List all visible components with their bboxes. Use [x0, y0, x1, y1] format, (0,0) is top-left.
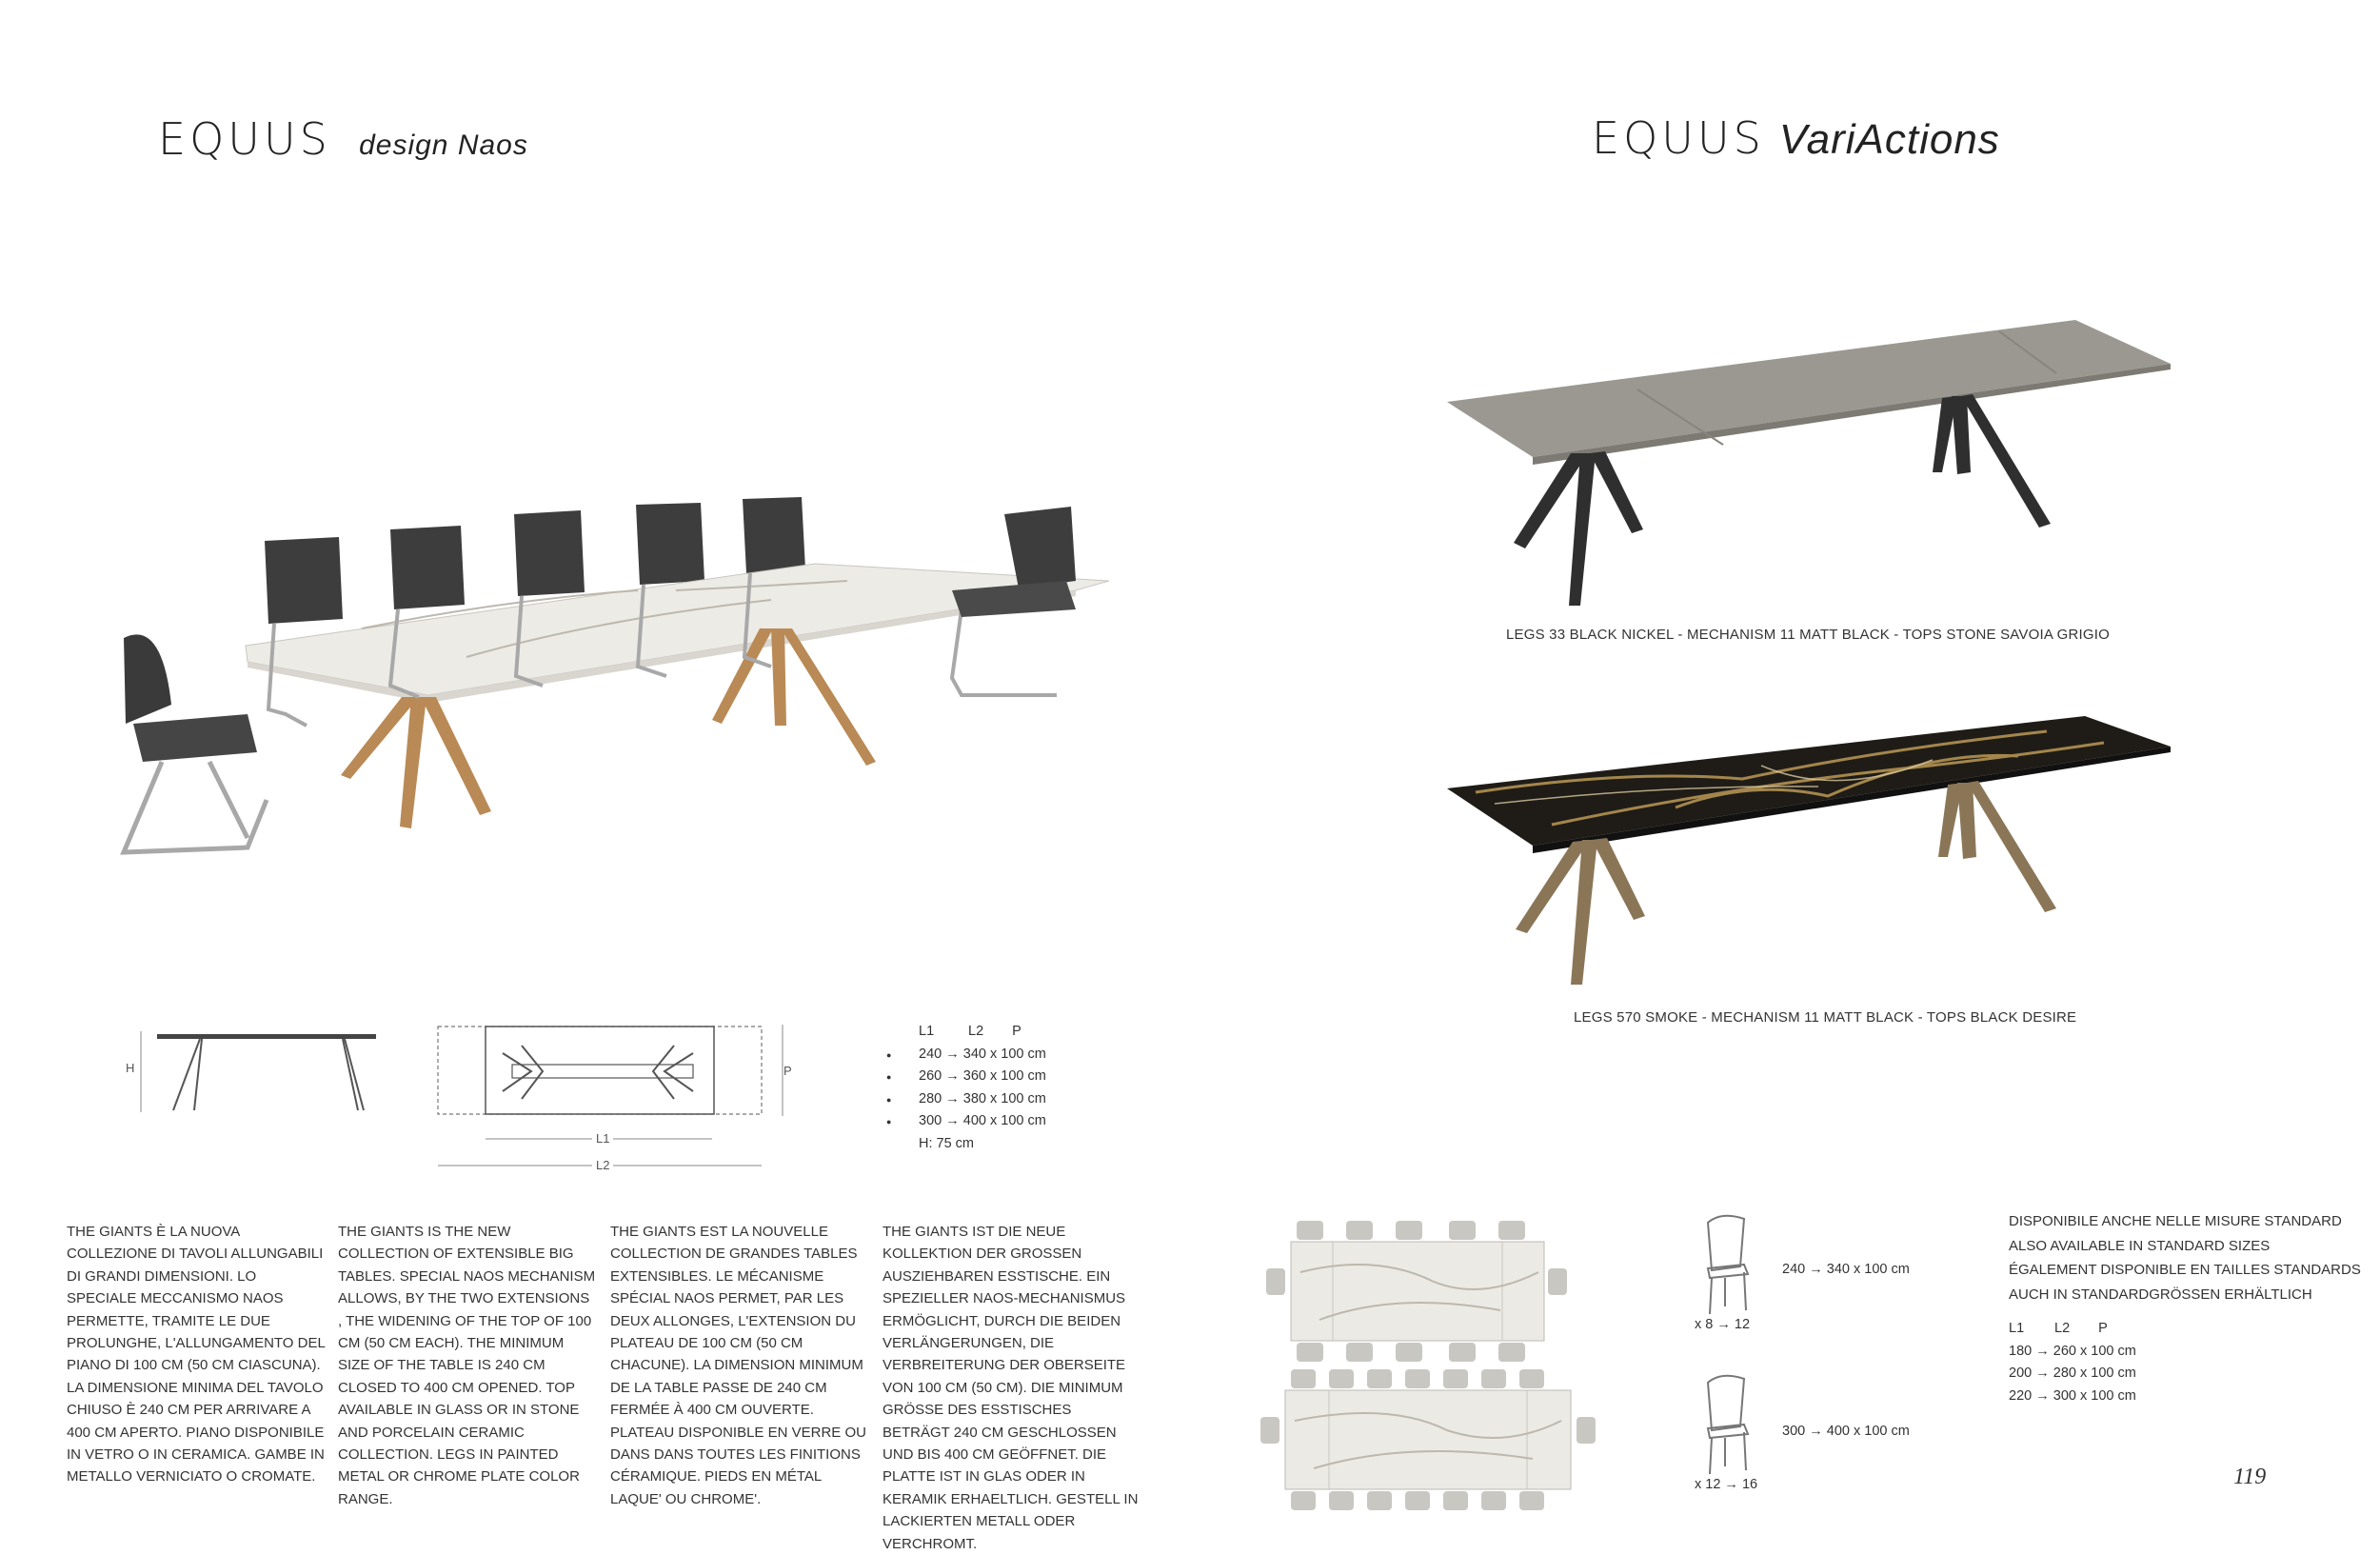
product-image-stone-table [1438, 314, 2180, 619]
description-italian: THE GIANTS È LA NUOVA COLLEZIONE DI TAVOLI ALLUNGABILI DI GRANDI DIMENSIONI. LO SPECIALE MECCANISMO NAOS PERMETTE, TRAMITE LE DUE PROLUNGHE, L'ALLUNGAMENTO DEL PIANO DI 100 CM (50 CM CIASCUNA). LA DIMENSIONE MINIMA DEL TAVOLO CHIUSO È 240 CM PER ARRIVARE A 400 CM APERTO. PIANO DISPONIBILE IN VETRO O IN CERAMICA. GAMBE IN METALLO VERNICIATO O CROMATE. [67, 1224, 326, 1485]
side-view-drawing [124, 1027, 390, 1122]
product-image-table-with-chairs [105, 476, 1133, 914]
product-image-black-marble-table [1438, 712, 2180, 998]
description-french: THE GIANTS EST LA NOUVELLE COLLECTION DE GRANDES TABLES EXTENSIBLES. LE MÉCANISME SPÉCIAL NAOS PERMET, PAR LES DEUX ALLONGES, L'EXTENSION DU PLATEAU DE 100 CM (50 CM CHACUNE). LA DIMENSION MINIMUM DE LA TABLE PASSE DE 240 CM FERMÉE À 400 CM OUVERTE. PLATEAU DISPONIBLE EN VERRE OU DANS DANS TOUTES LES FINITIONS CÉRAMIQUE. PIEDS EN MÉTAL LAQUE' OU CHROME'. [610, 1224, 866, 1507]
standard-header-l2: L2 [2054, 1321, 2071, 1336]
dim-label-l1: L1 [592, 1131, 613, 1146]
right-subtitle: VariActions [1778, 116, 2000, 163]
standard-header-p: P [2098, 1321, 2108, 1336]
dim-label-h: H [126, 1061, 135, 1075]
page-number: 119 [2233, 1465, 2267, 1489]
caption-black-marble-table: LEGS 570 SMOKE - MECHANISM 11 MATT BLACK - TOPS BLACK DESIRE [1574, 1009, 2077, 1026]
size-header-l2: L2 [968, 1024, 984, 1039]
right-title [1592, 112, 2000, 164]
size-header-p: P [1012, 1024, 1021, 1039]
chair-outline-icon [1693, 1211, 1759, 1316]
standard-sizes-info [2009, 1209, 2361, 1306]
seating-count-large: x 12 → 16 [1695, 1477, 1758, 1492]
size-table-height: H: 75 cm [919, 1135, 975, 1151]
standard-info-line: AUCH IN STANDARDGRÖSSEN ERHÄLTLICH [2009, 1286, 2312, 1303]
description-german: THE GIANTS IST DIE NEUE KOLLEKTION DER GROSSEN AUSZIEHBAREN ESSTISCHE. EIN SPEZIELLER NAOS-MECHANISMUS ERMÖGLICHT, DURCH DIE BEIDEN VERLÄNGERUNGEN, DIE VERBREITERUNG DER OBERSEITE VON 100 CM (50 CM). DIE MINIMUM GRÖSSE DES ESSTISCHES BETRÄGT 240 CM GESCHLOSSEN UND BIS 400 CM GEÖFFNET. DIE PLATTE IST IN GLAS ODER IN KERAMIK ERHAELTLICH. GESTELL IN LACKIERTEN METALL ODER VERCHROMT. [883, 1224, 1139, 1552]
size-row: ● 280 → 380 x 100 cm [919, 1088, 1046, 1111]
dim-label-p: P [783, 1064, 792, 1078]
standard-size-row: 200 → 280 x 100 cm [2009, 1366, 2136, 1381]
front-chair [124, 634, 171, 724]
description-english: THE GIANTS IS THE NEW COLLECTION OF EXTENSIBLE BIG TABLES. SPECIAL NAOS MECHANISM ALLOWS, BY THE TWO EXTENSIONS , THE WIDENING OF THE TOP OF 100 CM (50 CM EACH). THE MINIMUM SIZE OF THE TABLE IS 240 CM CLOSED TO 400 CM OPENED. TOP AVAILABLE IN GLASS OR IN STONE AND PORCELAIN CERAMIC COLLECTION. LEGS IN PAINTED METAL OR CHROME PLATE COLOR RANGE. [338, 1224, 596, 1507]
stone-tabletop [1447, 320, 2171, 457]
standard-header-l1: L1 [2009, 1321, 2025, 1336]
standard-size-row: 180 → 260 x 100 cm [2009, 1343, 2136, 1359]
left-brand: EQUUS [158, 113, 331, 165]
seating-size-small: 240 → 340 x 100 cm [1782, 1262, 1910, 1277]
size-table [919, 1021, 1046, 1155]
chair-outline-icon [1693, 1371, 1759, 1476]
standard-info-line: ÉGALEMENT DISPONIBLE EN TAILLES STANDARDS [2009, 1262, 2361, 1278]
seating-plan-large [1257, 1364, 1599, 1516]
size-row: ● 240 → 340 x 100 cm [919, 1044, 1046, 1067]
dim-label-l2: L2 [592, 1158, 613, 1172]
left-title [158, 112, 528, 166]
marble-tabletop [246, 564, 1109, 695]
size-table-headers [919, 1021, 1046, 1044]
standard-info-line: ALSO AVAILABLE IN STANDARD SIZES [2009, 1237, 2271, 1254]
right-brand: EQUUS [1592, 112, 1765, 164]
left-subtitle: design Naos [359, 130, 528, 161]
seating-size-large: 300 → 400 x 100 cm [1782, 1424, 1910, 1439]
seating-count-small: x 8 → 12 [1695, 1317, 1751, 1332]
standard-size-table [2009, 1318, 2136, 1407]
size-header-l1: L1 [919, 1024, 935, 1039]
top-view-drawing [436, 1017, 798, 1188]
size-row: ● 300 → 400 x 100 cm [919, 1110, 1046, 1133]
standard-size-row: 220 → 300 x 100 cm [2009, 1387, 2136, 1404]
caption-stone-table: LEGS 33 BLACK NICKEL - MECHANISM 11 MATT BLACK - TOPS STONE SAVOIA GRIGIO [1506, 627, 2110, 643]
standard-info-line: DISPONIBILE ANCHE NELLE MISURE STANDARD [2009, 1213, 2342, 1229]
size-row: ● 260 → 360 x 100 cm [919, 1066, 1046, 1088]
seating-plan-small [1262, 1215, 1577, 1367]
standard-size-headers [2009, 1318, 2136, 1341]
